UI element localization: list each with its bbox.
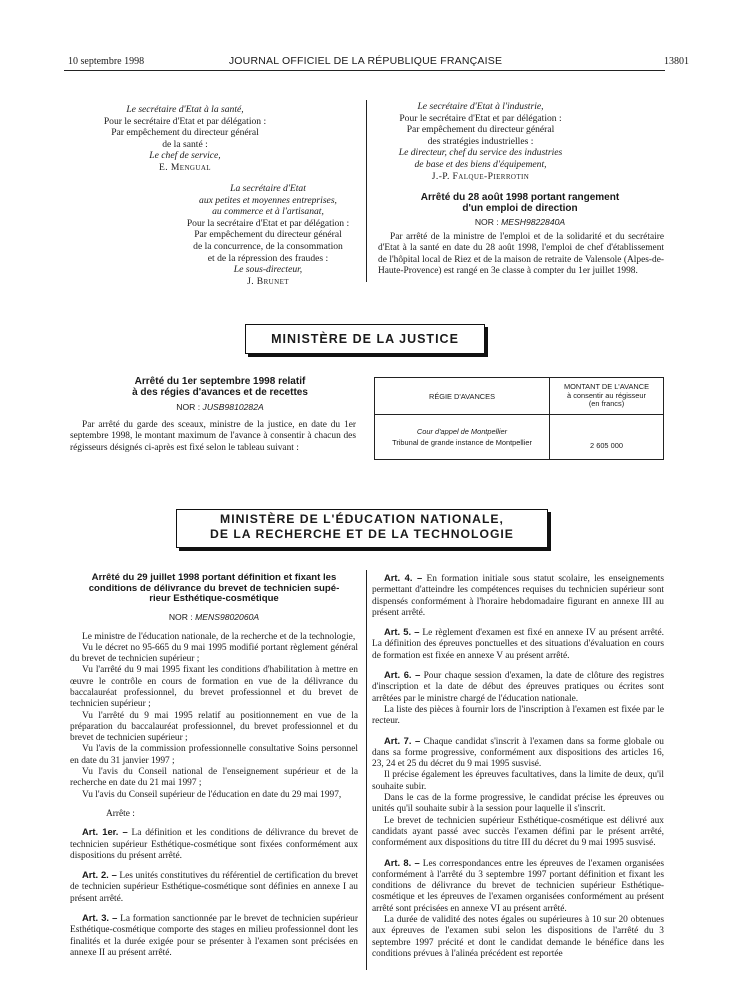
signature-sante xyxy=(90,104,280,174)
ministry-heading-line: DE LA RECHERCHE ET DE LA TECHNOLOGIE xyxy=(210,527,514,541)
article-text: En formation initiale sous statut scolaire, les enseignements permettant d'atteindre les compétences requises du technicien supérieur sont dispensés conformément à l'horaire hebdomadaire figurant en annexe III au présent arrêté. xyxy=(372,574,665,618)
sig-line: des stratégies industrielles : xyxy=(427,135,534,147)
column-divider-bottom xyxy=(366,570,367,970)
decree-title-bts xyxy=(70,573,358,605)
decree-paragraph: Vu l'avis du Conseil national de l'enseignement supérieur et de la recherche en date du 21 mai 1997 ; xyxy=(70,767,358,789)
decree-title-line: conditions de délivrance du brevet de technicien supé- xyxy=(88,582,340,594)
sig-line: Pour la secrétaire d'Etat et par délégation : xyxy=(186,217,350,229)
decree-arrete: Arrête : xyxy=(106,808,135,819)
decree-paragraph: Dans le cas de la forme progressive, le candidat précise les épreuves ou unités qu'il souhaite subir à la session pour laquelle il s'inscrit. xyxy=(372,793,664,815)
journal-title: JOURNAL OFFICIEL DE LA RÉPUBLIQUE FRANÇAISE xyxy=(228,55,503,67)
issue-date: 10 septembre 1998 xyxy=(68,56,145,67)
article-label: Art. 5. – xyxy=(384,626,420,638)
sig-line: Par empêchement du directeur général xyxy=(194,229,342,241)
sig-line: de la santé : xyxy=(162,138,208,150)
decree-nor-regies xyxy=(96,402,344,412)
article-label: Art. 1er. – xyxy=(82,826,128,838)
sig-line: au commerce et à l'artisanat, xyxy=(212,206,324,218)
page-number: 13801 xyxy=(664,56,689,67)
article-text: Pour chaque session d'examen, la date de clôture des registres d'inscription et la date de début des épreuves pratiques ou écrites sont arrêtées par le ministre chargé de l'éducation nationale. xyxy=(372,671,664,704)
article-5 xyxy=(372,626,664,662)
ministry-heading-justice: MINISTÈRE DE LA JUSTICE xyxy=(245,324,485,354)
decree-nor-emploi xyxy=(378,217,662,227)
sig-line: Pour le secrétaire d'Etat et par délégation : xyxy=(103,115,267,127)
sig-line: et de la répression des fraudes : xyxy=(207,252,329,264)
table-header-cell xyxy=(550,378,664,415)
table-header-line: MONTANT DE L'AVANCE xyxy=(563,382,650,392)
table-header-row xyxy=(375,378,664,415)
article-text: La formation sanctionnée par le brevet de technicien supérieur Esthétique-cosmétique comporte des stages en milieu professionnel dont les finalités et la durée exigée pour se présenter à l'examen sont précisées en annexe II au présent arrêté. xyxy=(70,914,358,958)
decree-title-line: Arrêté du 29 juillet 1998 portant définition et fixant les xyxy=(91,572,337,583)
ministry-heading-line: MINISTÈRE DE L'ÉDUCATION NATIONALE, xyxy=(220,512,504,526)
article-label: Art. 2. – xyxy=(82,869,117,881)
article-7 xyxy=(372,735,664,771)
signature-pme xyxy=(168,183,368,287)
sig-line: Le directeur, chef du service des industries xyxy=(398,147,563,159)
decree-paragraph: Vu l'arrêté du 9 mai 1995 relatif au positionnement en vue de la préparation du baccalauréat professionnel, du brevet professionnel et du brevet de technicien supérieur ; xyxy=(70,710,358,744)
article-text: Les unités constitutives du référentiel de certification du brevet de technicien supérieur Esthétique-cosmétique sont définies en annexe I au présent arrêté. xyxy=(70,871,358,904)
decree-bts-left-column xyxy=(70,573,358,959)
table-header-line: (en francs) xyxy=(588,399,625,409)
decree-bts-right-column xyxy=(372,572,664,960)
decree-title-emploi xyxy=(378,192,662,214)
sig-line: Le sous-directeur, xyxy=(233,264,303,276)
header-rule xyxy=(64,70,665,71)
decree-title-line: à des régies d'avances et de recettes xyxy=(132,387,308,398)
sig-line: Le secrétaire d'Etat à la santé, xyxy=(126,104,244,115)
signatory-name: J.-P. Falque-Pierrotin xyxy=(431,170,530,182)
decree-title-line: Arrêté du 28 août 1998 portant rangement xyxy=(420,192,620,203)
decree-nor-bts xyxy=(70,612,358,622)
sig-line: de la concurrence, de la consommation xyxy=(193,240,343,252)
decree-paragraph: Il précise également les épreuves facultatives, dans la limite de deux, qu'il souhaite subir. xyxy=(372,770,664,792)
sig-line: Par empêchement du directeur général xyxy=(406,124,555,136)
article-3 xyxy=(70,912,358,959)
table-row xyxy=(375,415,664,460)
decree-paragraph: La liste des pièces à fournir lors de l'inscription à l'examen est fixée par le recteur. xyxy=(372,704,664,727)
decree-body-emploi: Par arrêté de la ministre de l'emploi et de la solidarité et du secrétaire d'Etat à la santé en date du 28 août 1998, l'emploi de chef d'établissement de l'hôpital local de Riez et de la maison de retraite de Valensole (Alpes-de-Haute-Provence) est rangé en 3e classe à compter du 1er juillet 1998. xyxy=(378,232,664,276)
article-text: La définition et les conditions de délivrance du brevet de technicien supérieur Esthétique-cosmétique sont fixées conformément aux dispositions du présent arrêté. xyxy=(70,828,359,861)
nor-code: JUSB9810282A xyxy=(202,402,264,412)
decree-paragraph: Vu le décret no 95-665 du 9 mai 1995 modifié portant règlement général du brevet de technicien supérieur ; xyxy=(70,642,358,665)
article-label: Art. 6. – xyxy=(384,669,421,681)
decree-title-line: rieur Esthétique-cosmétique xyxy=(149,593,279,604)
sig-line: aux petites et moyennes entreprises, xyxy=(199,194,337,206)
decree-paragraph: Vu l'avis de la commission professionnelle consultative Soins personnel en date du 31 janvier 1997 ; xyxy=(70,744,358,766)
decree-title-line: Arrêté du 1er septembre 1998 relatif xyxy=(134,376,306,387)
table-header-line: à consentir au régisseur xyxy=(567,390,646,400)
signature-industrie xyxy=(368,101,593,182)
article-1 xyxy=(70,826,358,862)
article-label: Art. 8. – xyxy=(384,856,420,868)
article-8 xyxy=(372,857,664,915)
article-text: Chaque candidat s'inscrit à l'examen dans sa forme globale ou dans sa forme progressive, conformément aux dispositions des articles 16, 23, 24 et 25 du décret du 9 mai 1995 susvisé. xyxy=(372,736,664,770)
decree-paragraph: Vu l'arrêté du 9 mai 1995 fixant les conditions d'habilitation à mettre en œuvre le contrôle en cours de formation en vue de la délivrance du baccalauréat professionnel, du brevet professionnel et du brevet de technicien supérieur ; xyxy=(70,665,358,710)
nor-label: NOR : xyxy=(168,611,193,622)
article-text: Le règlement d'examen est fixé en annexe IV au présent arrêté. La définition des épreuves ponctuelles et des situations d'évaluation en cours de formation est fixée en annexe V au présent arrêté. xyxy=(372,628,664,661)
article-label: Art. 7. – xyxy=(384,734,421,746)
article-text: Les correspondances entre les épreuves de l'examen organisées conformément à l'arrêté du 3 septembre 1997 portant définition et fixant les conditions de délivrance du brevet de technicien supérieur Esthétique-cosmétique et les épreuves de l'examen organisées conformément au présent arrêté sont précisées en annexe VI au présent arrêté. xyxy=(372,858,665,914)
decree-paragraph: Le brevet de technicien supérieur Esthétique-cosmétique est délivré aux candidats ayant passé avec succès l'examen défini par le présent arrêté, conformément aux dispositions du titre III du décret du 9 mai 1995 susvisé. xyxy=(372,815,664,849)
nor-label: NOR : xyxy=(176,402,201,412)
regie-name: Tribunal de grande instance de Montpellier xyxy=(392,438,532,447)
sig-line: La secrétaire d'Etat xyxy=(230,183,306,194)
sig-line: Le chef de service, xyxy=(149,150,221,162)
nor-code: MENS9802060A xyxy=(195,611,260,622)
article-4 xyxy=(372,572,664,619)
decree-paragraph: Vu l'avis du Conseil supérieur de l'éducation en date du 29 mai 1997, xyxy=(82,789,342,800)
nor-code: MESH9822840A xyxy=(501,217,566,227)
decree-paragraph: Le ministre de l'éducation nationale, de la recherche et de la technologie, xyxy=(82,631,356,642)
article-label: Art. 3. – xyxy=(82,912,118,924)
decree-paragraph: La durée de validité des notes égales ou supérieures à 10 sur 20 obtenues aux épreuves de l'examen subi selon les dispositions de l'arrêté du 3 septembre 1997 précité et dont le candidat demande le bénéfice dans les conditions prévues à l'alinéa précédent est reportée xyxy=(372,915,664,959)
article-6 xyxy=(372,669,664,705)
decree-body-regies: Par arrêté du garde des sceaux, ministre de la justice, en date du 1er septembre 1998, le montant maximum de l'avance à consentir à chacun des régisseurs désignés ci-après est fixé selon le tableau suivant : xyxy=(70,420,356,453)
regie-group: Cour d'appel de Montpellier xyxy=(416,427,508,436)
sig-line: Le secrétaire d'Etat à l'industrie, xyxy=(417,101,544,112)
sig-line: de base et des biens d'équipement, xyxy=(414,158,547,170)
decree-title-line: d'un emploi de direction xyxy=(462,203,578,214)
nor-label: NOR : xyxy=(474,217,499,227)
table-cell: 2 605 000 xyxy=(550,415,664,460)
decree-title-regies xyxy=(96,376,344,398)
article-label: Art. 4. – xyxy=(384,572,423,583)
ministry-heading-education xyxy=(176,509,548,548)
table-header-cell: RÉGIE D'AVANCES xyxy=(375,378,550,415)
sig-line: Par empêchement du directeur général xyxy=(111,127,259,139)
sig-line: Pour le secrétaire d'Etat et par délégation : xyxy=(399,112,562,124)
regie-table xyxy=(374,377,664,460)
table-cell xyxy=(375,415,550,460)
signatory-name: J. Brunet xyxy=(247,275,289,287)
article-2 xyxy=(70,869,358,905)
signatory-name: E. Mengual xyxy=(159,161,211,173)
